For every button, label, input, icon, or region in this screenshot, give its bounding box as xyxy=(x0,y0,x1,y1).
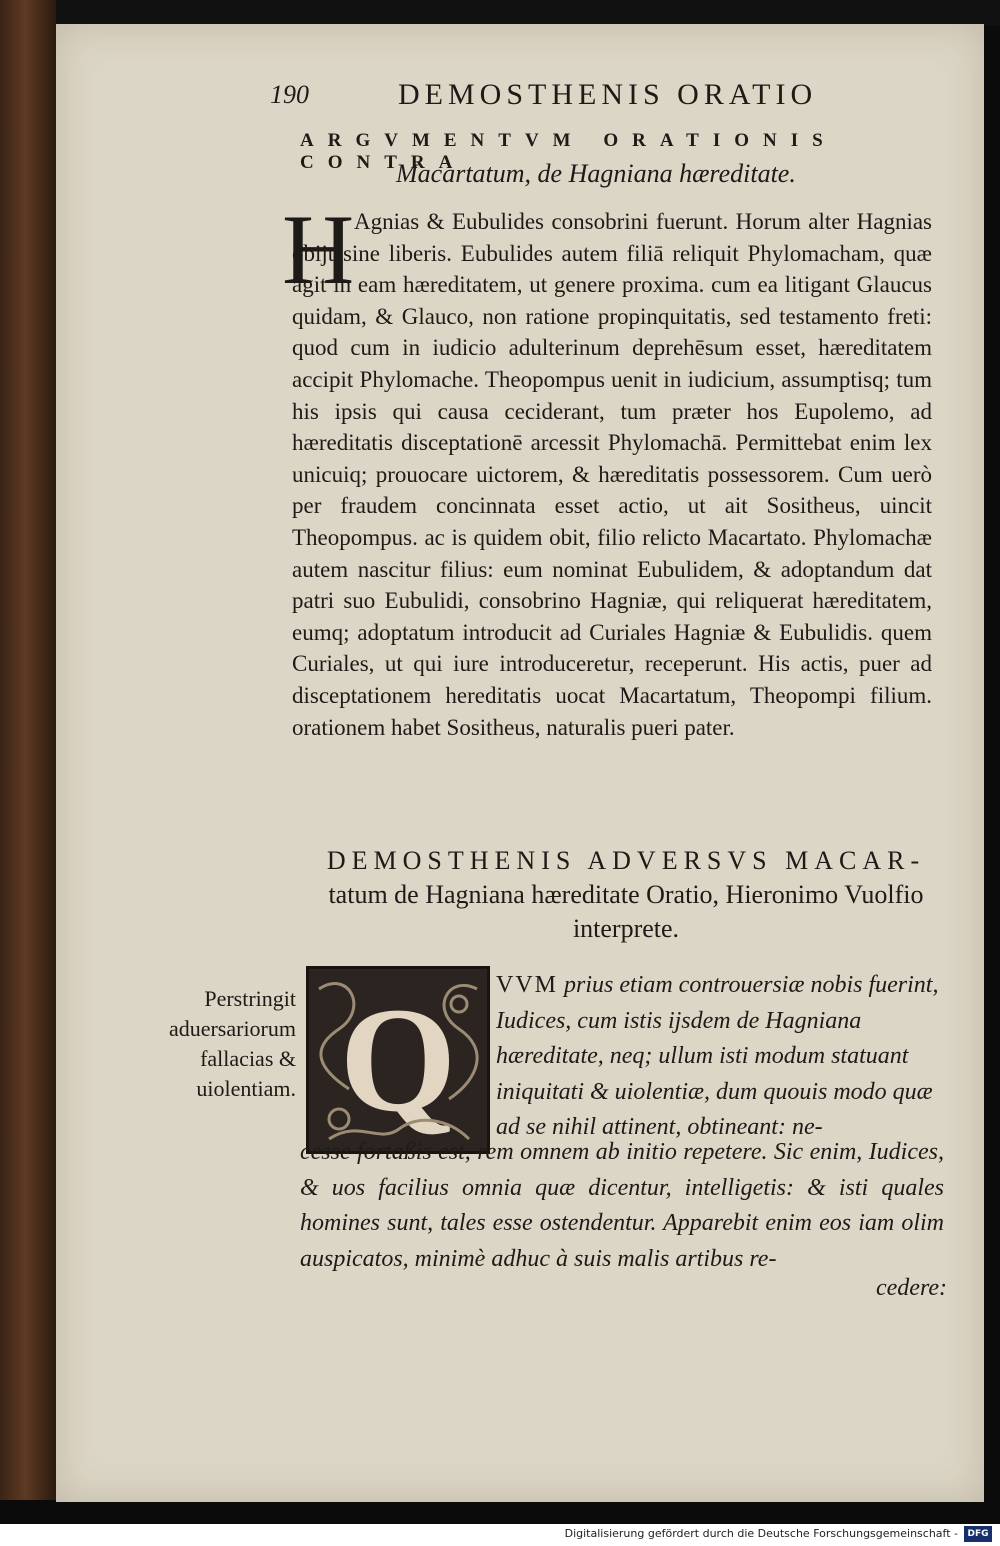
ornamental-initial xyxy=(306,966,490,1154)
argument-text: Agnias & Eubulides consobrini fuerunt. Horum alter Hagnias obijt sine liberis. Eubulides autem filiā reliquit Phylomacham, quæ agit in eam hæreditatem, ut genere proxima. cum ea litigant Glaucus quidam, & Glauco, non ratione propinquitatis, sed testamento freti: quod cum in iudicio adulterinum deprehēsum esset, hæreditatem accipit Phylomache. Theopompus uenit in iudicium, assumptisq; tum his ipsis qui causa ceciderant, tum præter hos Eupolemo, ad hæreditatis disceptationē arcessit Phylomachā. Permittebat enim lex unicuiq; prouocare uictorem, & hæreditatis possessorem. Cum uerò per fraudem concinnata esset actio, ut ait Sositheus, uincit Theopompus. ac is quidem obit, filio relicto Macartato. Phylomachæ autem nascitur filius: eum nominat Eubulidem, & adoptandum dat patri suo Eubulidi, consobrino Hagniæ, qui reliquerat hæreditatem, eumq; adoptatum introducit ad Curiales Hagniæ & Eubulidis. quem Curiales, ut qui iure introduceretur, receperunt. His actis, puer ad disceptationem hereditatis uocat Macartatum, Theopompi filium. orationem habet Sositheus, naturalis pueri pater. xyxy=(292,209,932,740)
oration-text-first: prius etiam controuersiæ nobis fuerint, Iudices, cum istis ijsdem de Hagniana hæreditate, neq; ullum isti modum statuant iniquitati & uiolentiæ, dum quouis modo quæ ad se nihil attinent, obtineant: ne- xyxy=(496,972,939,1141)
book-binding-edge xyxy=(0,0,56,1500)
foliage-ornament-icon xyxy=(309,969,487,1151)
oration-text-rest: cesse fortaßis est, rem omnem ab initio repetere. Sic enim, Iudices, & uos facilius omnia quæ dicentur, intelligetis: & isti quales homines sunt, tales esse ostendentur. Apparebit enim eos iam olim auspicatos, minimè adhuc à suis malis artibus re- xyxy=(300,1139,944,1272)
scan-top-border xyxy=(0,0,1000,26)
marginal-note: Perstringit aduersariorum fallacias & uiolentiam. xyxy=(168,986,296,1101)
dfg-logo: DFG xyxy=(964,1526,992,1542)
running-head: DEMOSTHENIS ORATIO xyxy=(398,78,818,111)
oration-opening xyxy=(496,968,944,1146)
oration-title xyxy=(296,844,956,946)
argument-subtitle: Macartatum, de Hagniana hæreditate. xyxy=(396,159,796,188)
argument-paragraph xyxy=(292,206,932,743)
page-number: 190 xyxy=(270,80,309,109)
catchword: cedere: xyxy=(876,1275,948,1301)
argument-drop-cap: H xyxy=(282,194,355,305)
oration-title-rest: tatum de Hagniana hæreditate Oratio, Hieronimo Vuolfio interprete. xyxy=(328,880,924,943)
footer-credit: Digitalisierung gefördert durch die Deutsche Forschungsgemeinschaft - xyxy=(564,1527,958,1540)
oration-lead-word: VVM xyxy=(496,972,559,998)
book-page xyxy=(56,24,984,1502)
oration-title-caps: DEMOSTHENIS ADVERSVS MACAR- xyxy=(326,846,926,875)
argument-title: ARGVMENTVM ORATIONIS CONTRA xyxy=(300,130,837,173)
oration-drop-cap: Q xyxy=(339,977,457,1143)
